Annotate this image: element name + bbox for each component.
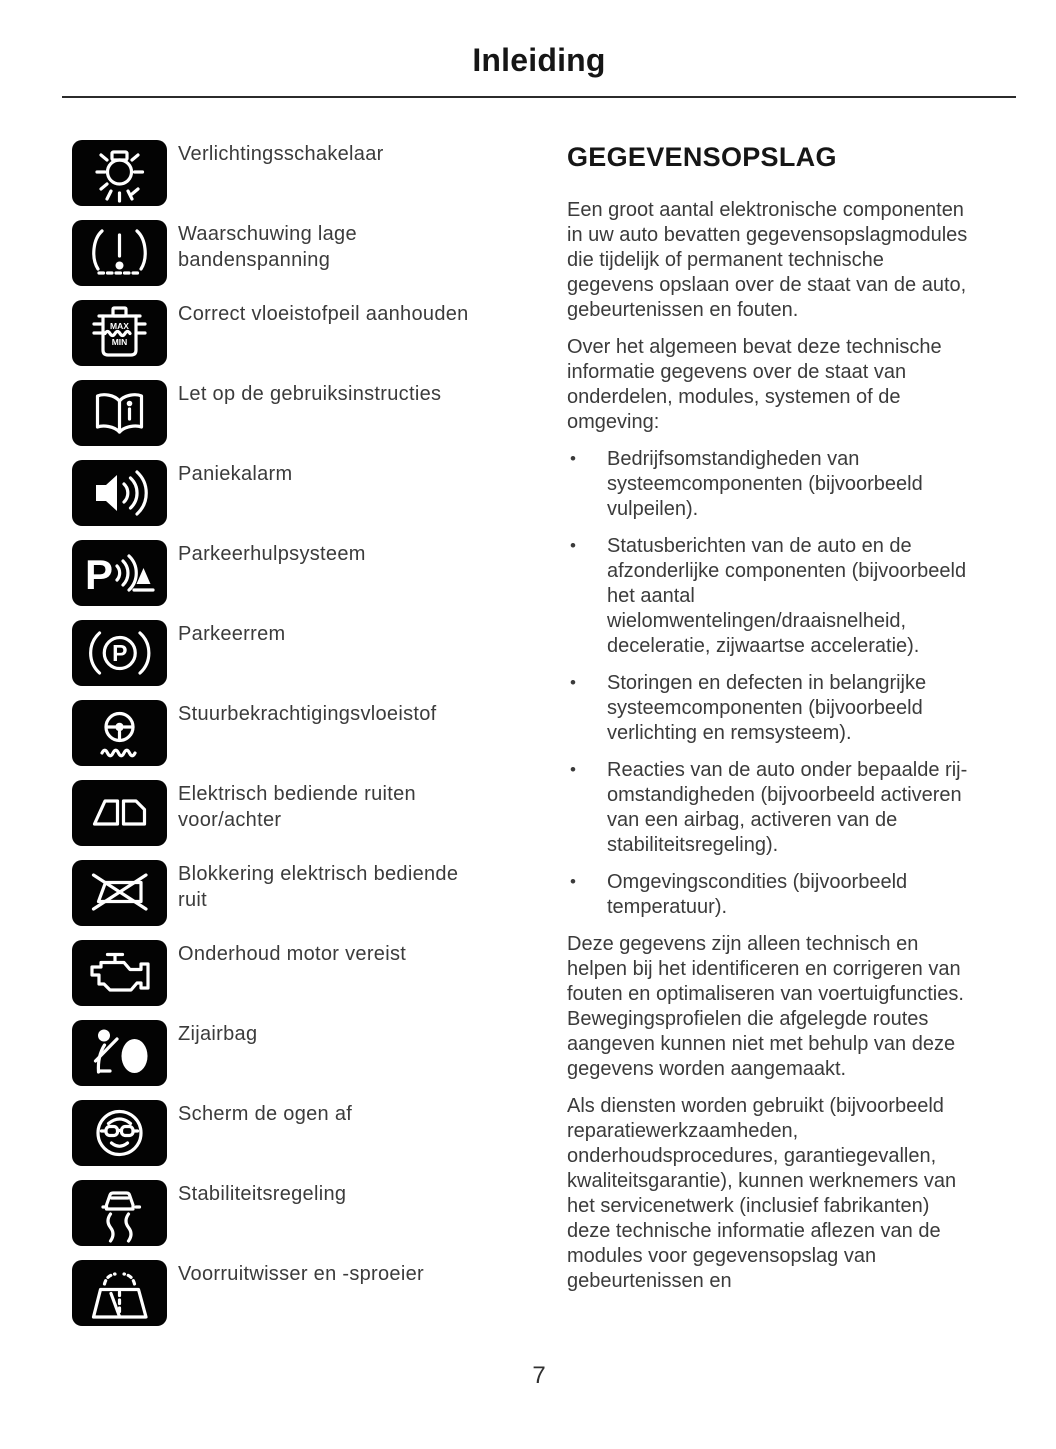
symbol-label: Voorruitwisser en -sproeier (178, 1263, 424, 1285)
symbol-label: Parkeerrem (178, 623, 286, 645)
panic-alarm-icon (72, 460, 167, 526)
symbol-label: Correct vloeistofpeil aanhouden (178, 303, 469, 325)
symbol-row (72, 460, 567, 526)
symbol-label: Blokkering elektrisch bediende ruit (178, 863, 459, 911)
bullet-item: • Storingen en defecten in belangrijke systeemcomponenten (bijvoorbeeld verlichting en remsysteem). (567, 671, 969, 746)
windshield-wiper-washer-icon (72, 1260, 167, 1326)
power-steering-fluid-icon (72, 700, 167, 766)
section-heading: GEGEVENSOPSLAG (567, 142, 837, 172)
bullet-item: • Reacties van de auto onder bepaalde rij-omstandigheden (bijvoorbeeld activeren van een airbag, activeren van de stabiliteitsregeling). (567, 758, 969, 858)
bullet-item: • Statusberichten van de auto en de afzonderlijke componenten (bijvoorbeeld het aantal wielomwentelingen/draaisnelheid, deceleratie, zijwaartse acceleratie). (567, 534, 969, 659)
svg-text:P: P (112, 640, 128, 666)
symbol-label: Stuurbekrachtigingsvloeistof (178, 703, 437, 725)
page-header (0, 0, 1056, 98)
symbol-row (72, 540, 567, 606)
symbol-label: Waarschuwing lage bandenspanning (178, 223, 357, 271)
symbol-row (72, 140, 567, 206)
symbol-label: Verlichtingsschakelaar (178, 143, 384, 165)
svg-text:MAX: MAX (110, 321, 129, 331)
symbol-row (72, 780, 567, 846)
paragraph: Over het algemeen bevat deze technische informatie gegevens over de staat van onderdelen, modules, systemen of de omgeving: (567, 336, 942, 433)
symbol-row (72, 380, 567, 446)
stability-control-icon (72, 1180, 167, 1246)
owner-manual-icon (72, 380, 167, 446)
side-airbag-icon (72, 1020, 167, 1086)
symbol-list (72, 140, 567, 1340)
symbol-label: Zijairbag (178, 1023, 258, 1045)
bullet-list (567, 447, 969, 920)
parking-aid-icon (72, 540, 167, 606)
symbol-row (72, 860, 567, 926)
symbol-row (72, 1180, 567, 1246)
parking-brake-icon (72, 620, 167, 686)
symbol-label: Onderhoud motor vereist (178, 943, 407, 965)
symbol-row (72, 300, 567, 366)
symbol-label: Paniekalarm (178, 463, 293, 485)
page-title: Inleiding (472, 42, 606, 78)
symbol-row (72, 940, 567, 1006)
symbol-row (72, 620, 567, 686)
symbol-row (72, 700, 567, 766)
window-lock-icon (72, 860, 167, 926)
symbol-row (72, 1100, 567, 1166)
svg-text:P: P (85, 551, 114, 598)
svg-text:MIN: MIN (111, 337, 128, 347)
light-switch-icon (72, 140, 167, 206)
symbol-row (72, 1260, 567, 1326)
paragraph: Een groot aantal elektronische componenten in uw auto bevatten gegevensopslagmodules die tijdelijk of permanent technische gegevens opslaan over de staat van de auto, gebeurtenissen en fouten. (567, 199, 968, 321)
paragraph: Deze gegevens zijn alleen technisch en helpen bij het identificeren en corrigeren van fouten en optimaliseren van voertuigfuncties. Bewegingsprofielen die afgelegde routes aangeven kunnen niet met behulp van deze gegevens worden aangemaakt. (567, 933, 964, 1080)
paragraph: Als diensten worden gebruikt (bijvoorbeeld reparatiewerkzaamheden, onderhoudsprocedures, garantiegevallen, kwaliteitsgarantie), kunnen werknemers van het servicenetwerk (inclusief fabrikanten) deze technische informatie aflezen van de modules voor gegevensopslag van gebeurtenissen en (567, 1095, 957, 1292)
engine-service-icon (72, 940, 167, 1006)
symbol-label: Elektrisch bediende ruiten voor/achter (178, 783, 416, 831)
symbol-row (72, 220, 567, 286)
bullet-item: • Omgevingscondities (bijvoorbeeld temperatuur). (567, 870, 969, 920)
article-column (567, 140, 969, 1340)
fluid-level-icon (72, 300, 167, 366)
page-content (0, 140, 1056, 1340)
page-number: 7 (532, 1362, 546, 1389)
symbol-row (72, 1020, 567, 1086)
symbol-label: Parkeerhulpsysteem (178, 543, 366, 565)
bullet-item: • Bedrijfsomstandigheden van systeemcomponenten (bijvoorbeeld vulpeilen). (567, 447, 969, 522)
eye-protection-icon (72, 1100, 167, 1166)
symbol-label: Let op de gebruiksinstructies (178, 383, 442, 405)
symbol-label: Stabiliteitsregeling (178, 1183, 347, 1205)
header-divider (62, 96, 1016, 98)
symbol-label: Scherm de ogen af (178, 1103, 353, 1125)
tire-pressure-warning-icon (72, 220, 167, 286)
power-windows-icon (72, 780, 167, 846)
